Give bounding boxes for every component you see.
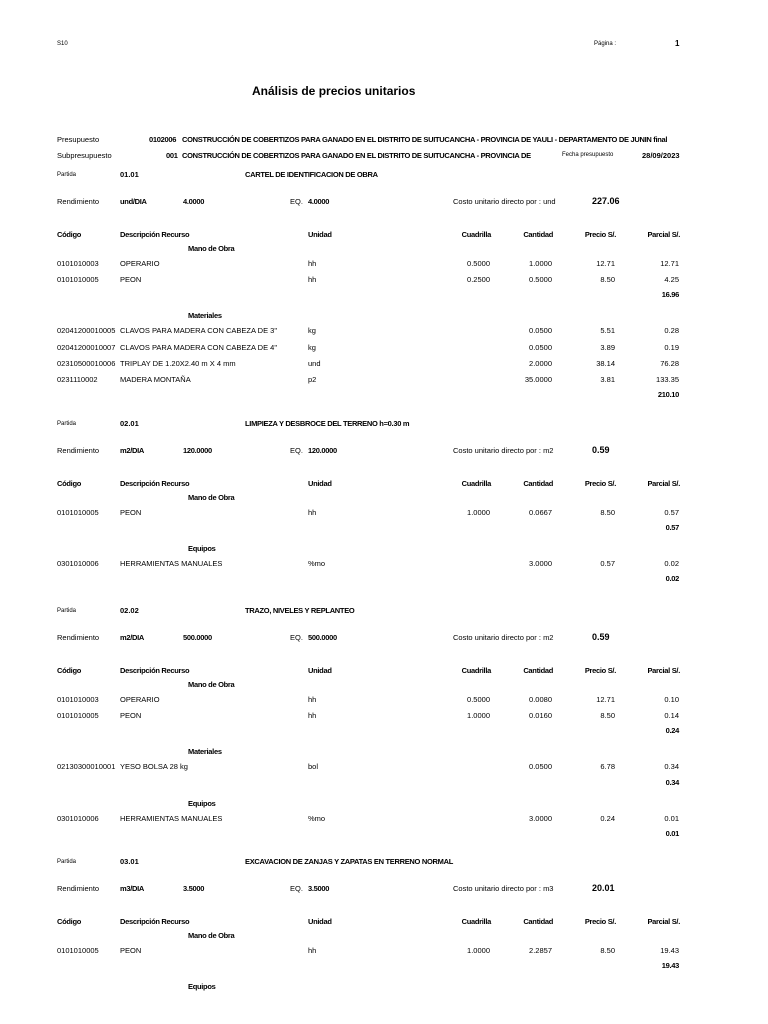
item-cuadrilla: 0.5000 [467,259,490,268]
col-parcial: Parcial S/. [647,479,680,488]
presupuesto-description: CONSTRUCCIÓN DE COBERTIZOS PARA GANADO EN EL DISTRITO DE SUITUCANCHA - PROVINCIA DE YAULI - DEPARTAMENTO DE JUNIN final [182,135,668,144]
item-cantidad: 0.0080 [529,695,552,704]
col-unidad: Unidad [308,479,332,488]
item-precio: 12.71 [596,695,615,704]
costo-unit: m3 [543,884,554,893]
partida-code: 02.02 [120,606,139,615]
item-codigo: 0301010006 [57,559,99,569]
costo-unitario-label [453,885,553,893]
costo-unitario-value: 0.59 [592,445,610,455]
costo-unit: und [543,197,556,206]
eq-value: 500.0000 [308,633,337,642]
item-cantidad: 0.0500 [529,342,552,352]
item-precio: 12.71 [596,259,615,268]
group-heading: Equipos [188,544,216,554]
partida-code: 02.01 [120,419,139,428]
partida-code: 01.01 [120,170,139,179]
item-cantidad: 35.0000 [524,375,552,384]
item-precio: 6.78 [600,762,615,772]
item-precio: 3.81 [600,375,615,384]
item-descripcion: PEON [120,711,142,721]
col-precio: Precio S/. [584,479,616,488]
item-unidad: %mo [308,559,326,569]
group-heading: Mano de Obra [188,931,235,940]
eq-value: 120.0000 [308,446,337,455]
item-cantidad: 2.2857 [529,946,552,955]
rendimiento-label: Rendimiento [57,633,100,642]
item-cantidad: 3.0000 [529,813,552,823]
item-codigo: 0101010003 [57,259,99,268]
item-precio: 8.50 [600,275,615,285]
item-cuadrilla: 1.0000 [467,946,490,955]
presupuesto-label: Presupuesto [57,135,100,144]
col-descripcion: Descripción Recurso [120,666,190,675]
partida-name: TRAZO, NIVELES Y REPLANTEO [245,606,355,615]
col-parcial: Parcial S/. [647,230,680,239]
item-parcial: 0.02 [664,559,679,569]
item-codigo: 0101010003 [57,695,99,704]
col-cuadrilla: Cuadrilla [461,917,491,926]
group-heading: Equipos [188,982,216,992]
item-descripcion: CLAVOS PARA MADERA CON CABEZA DE 3" [120,326,278,336]
col-cantidad: Cantidad [523,666,553,675]
col-codigo: Código [57,479,82,488]
item-parcial: 4.25 [664,275,679,285]
item-parcial: 0.19 [664,342,679,352]
col-parcial: Parcial S/. [647,666,680,675]
item-codigo: 0101010005 [57,275,99,285]
costo-unit: m2 [543,633,554,642]
item-parcial: 0.34 [664,762,679,772]
item-codigo: 0101010005 [57,508,99,517]
group-heading: Mano de Obra [188,493,235,502]
item-codigo: 02130300010001 [57,762,116,772]
item-codigo: 0101010005 [57,946,99,955]
col-cuadrilla: Cuadrilla [461,230,491,239]
rendimiento-unit: m2/DIA [120,446,145,455]
item-parcial: 19.43 [660,946,679,955]
item-codigo: 0101010005 [57,711,99,721]
col-descripcion: Descripción Recurso [120,917,190,926]
item-unidad: kg [308,342,316,352]
item-codigo: 02041200010007 [57,342,116,352]
col-precio: Precio S/. [584,230,616,239]
col-codigo: Código [57,917,82,926]
item-descripcion: YESO BOLSA 28 kg [120,762,188,772]
item-descripcion: PEON [120,275,142,285]
partida-code: 03.01 [120,857,139,866]
item-cuadrilla: 0.5000 [467,695,490,704]
col-codigo: Código [57,666,82,675]
page-label: Página : [594,41,617,47]
item-precio: 8.50 [600,711,615,721]
item-cantidad: 0.0500 [529,762,552,772]
rendimiento-value: 4.0000 [183,197,205,206]
col-unidad: Unidad [308,917,332,926]
item-unidad: hh [308,711,317,721]
item-unidad: bol [308,762,319,772]
subpresupuesto-label: Subpresupuesto [57,151,112,160]
col-descripcion: Descripción Recurso [120,479,190,488]
group-heading: Mano de Obra [188,680,235,689]
report-code: S10 [57,41,68,47]
col-unidad: Unidad [308,666,332,675]
item-cantidad: 3.0000 [529,559,552,569]
rendimiento-value: 120.0000 [183,446,212,455]
item-unidad: hh [308,275,317,285]
col-cantidad: Cantidad [523,479,553,488]
rendimiento-label: Rendimiento [57,197,100,206]
col-codigo: Código [57,230,82,239]
eq-label: EQ. [290,884,303,893]
item-cantidad: 0.5000 [529,275,552,285]
item-cantidad: 0.0667 [529,508,552,517]
item-cuadrilla: 0.2500 [467,275,490,285]
item-parcial: 0.28 [664,326,679,336]
costo-unit: m2 [543,446,554,455]
item-unidad: hh [308,946,317,955]
rendimiento-unit: und/DIA [120,197,147,206]
item-cantidad: 1.0000 [529,259,552,268]
item-cuadrilla: 1.0000 [467,508,490,517]
group-subtotal: 0.02 [665,574,679,584]
costo-unitario-value: 227.06 [592,196,620,206]
item-descripcion: PEON [120,508,142,517]
item-unidad: kg [308,326,316,336]
item-unidad: p2 [308,375,317,384]
item-unidad: hh [308,508,317,517]
rendimiento-value: 3.5000 [183,884,205,893]
item-cantidad: 2.0000 [529,358,552,368]
group-heading: Materiales [188,747,222,757]
item-parcial: 0.10 [664,695,679,704]
subpresupuesto-code: 001 [166,151,178,160]
eq-label: EQ. [290,197,303,206]
group-heading: Equipos [188,798,216,808]
item-codigo: 0231110002 [57,375,98,384]
partida-name: LIMPIEZA Y DESBROCE DEL TERRENO h=0.30 m [245,419,410,428]
eq-value: 4.0000 [308,197,330,206]
item-unidad: hh [308,695,317,704]
page-number: 1 [675,39,680,48]
item-parcial: 0.01 [664,813,679,823]
partida-label: Partida [57,172,77,178]
item-parcial: 0.14 [664,711,679,721]
fecha-value: 28/09/2023 [642,151,680,160]
rendimiento-unit: m3/DIA [120,884,145,893]
item-cuadrilla: 1.0000 [467,711,490,721]
fecha-label: Fecha presupuesto [562,152,614,158]
costo-prefix: Costo unitario directo por : [453,633,541,642]
item-unidad: und [308,358,321,368]
partida-label: Partida [57,421,77,427]
rendimiento-label: Rendimiento [57,446,100,455]
eq-value: 3.5000 [308,884,330,893]
partida-label: Partida [57,859,77,865]
item-precio: 0.24 [600,813,615,823]
item-precio: 3.89 [600,342,615,352]
item-parcial: 133.35 [656,375,679,384]
item-descripcion: PEON [120,946,142,955]
group-subtotal: 16.96 [661,290,679,300]
presupuesto-code: 0102006 [149,135,177,144]
item-descripcion: HERRAMIENTAS MANUALES [120,559,223,569]
costo-prefix: Costo unitario directo por : [453,884,541,893]
group-subtotal: 210.10 [657,390,679,400]
item-parcial: 76.28 [660,358,679,368]
col-cantidad: Cantidad [523,230,553,239]
costo-unitario-value: 20.01 [592,883,615,893]
item-cantidad: 0.0160 [529,711,552,721]
item-descripcion: CLAVOS PARA MADERA CON CABEZA DE 4" [120,342,278,352]
group-subtotal: 0.34 [665,777,679,787]
rendimiento-label: Rendimiento [57,884,100,893]
costo-unitario-value: 0.59 [592,632,610,642]
rendimiento-unit: m2/DIA [120,633,145,642]
item-precio: 0.57 [600,559,615,569]
costo-prefix: Costo unitario directo por : [453,197,541,206]
col-cuadrilla: Cuadrilla [461,666,491,675]
costo-unitario-label [453,447,553,455]
item-parcial: 0.57 [664,508,679,517]
costo-unitario-label [453,634,553,642]
item-descripcion: HERRAMIENTAS MANUALES [120,813,223,823]
group-subtotal: 19.43 [661,961,679,971]
col-cuadrilla: Cuadrilla [461,479,491,488]
col-unidad: Unidad [308,230,332,239]
subpresupuesto-description: CONSTRUCCIÓN DE COBERTIZOS PARA GANADO EN EL DISTRITO DE SUITUCANCHA - PROVINCIA DE [182,151,531,160]
partida-name: EXCAVACION DE ZANJAS Y ZAPATAS EN TERRENO NORMAL [245,857,453,866]
item-precio: 8.50 [600,508,615,517]
col-descripcion: Descripción Recurso [120,230,190,239]
item-codigo: 02041200010005 [57,326,116,336]
item-cantidad: 0.0500 [529,326,552,336]
item-parcial: 12.71 [660,259,679,268]
col-parcial: Parcial S/. [647,917,680,926]
item-unidad: hh [308,259,317,268]
partida-name: CARTEL DE IDENTIFICACION DE OBRA [245,170,378,179]
item-descripcion: OPERARIO [120,695,160,704]
item-precio: 8.50 [600,946,615,955]
item-descripcion: OPERARIO [120,259,160,268]
item-unidad: %mo [308,813,326,823]
item-precio: 5.51 [600,326,615,336]
group-subtotal: 0.01 [665,828,679,838]
costo-unitario-label [453,198,556,206]
item-codigo: 0301010006 [57,813,99,823]
item-descripcion: TRIPLAY DE 1.20X2.40 m X 4 mm [120,358,236,368]
col-cantidad: Cantidad [523,917,553,926]
item-descripcion: MADERA MONTAÑA [120,375,191,384]
col-precio: Precio S/. [584,917,616,926]
item-precio: 38.14 [596,358,615,368]
group-subtotal: 0.57 [665,523,679,533]
costo-prefix: Costo unitario directo por : [453,446,541,455]
col-precio: Precio S/. [584,666,616,675]
eq-label: EQ. [290,633,303,642]
group-subtotal: 0.24 [665,726,679,736]
group-heading: Mano de Obra [188,244,235,253]
rendimiento-value: 500.0000 [183,633,212,642]
partida-label: Partida [57,608,77,614]
page-title: Análisis de precios unitarios [252,84,416,98]
group-heading: Materiales [188,311,222,321]
item-codigo: 02310500010006 [57,358,116,368]
eq-label: EQ. [290,446,303,455]
